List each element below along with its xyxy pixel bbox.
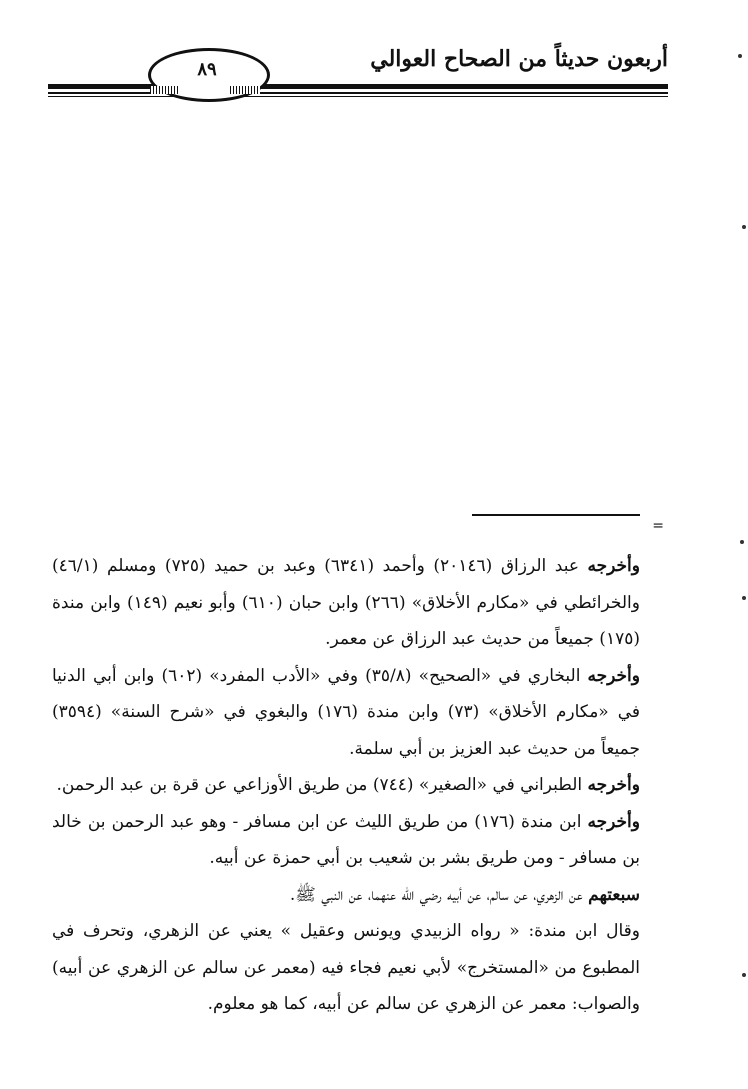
footnote-text: البخاري في «الصحيح» (٣٥/٨) وفي «الأدب المفرد» (٦٠٢) وابن أبي الدنيا في «مكارم الأخلاق» (٧٣) وابن مندة (١٧٦) والبغوي في «شرح السنة» (٣٥٩٤) جميعاً من حديث عبد العزيز بن أبي سلمة. [52, 665, 640, 759]
footnote-paragraph [52, 548, 640, 658]
footnote-keyword: وأخرجه [587, 811, 640, 832]
header-rule-hairline [48, 96, 668, 97]
footnote-paragraph [52, 804, 640, 877]
footnote-text: عبد الرزاق (٢٠١٤٦) وأحمد (٦٣٤١) وعبد بن حميد (٧٢٥) ومسلم (٤٦/١) والخرائطي في «مكارم الأخلاق» (٢٦٦) وابن حبان (٦١٠) وأبو نعيم (١٤٩) وابن مندة (١٧٥) جميعاً من حديث عبد الرزاق عن معمر. [52, 556, 640, 649]
footnote-paragraph [52, 658, 640, 768]
page-number: ٨٩ [197, 59, 217, 80]
footnote-text: ابن مندة (١٧٦) من طريق الليث عن ابن مسافر - وهو عبد الرحمن بن خالد بن مسافر - ومن طريق بشر بن شعيب بن أبي حمزة عن أبيه. [52, 811, 640, 868]
scan-speck [738, 54, 742, 58]
scan-speck [742, 973, 746, 977]
footnote-text: عن الزهري، عن سالم، عن أبيه رضي الله عنهما، عن النبي ﷺ. [289, 884, 589, 905]
scan-speck [740, 540, 744, 544]
footnote-keyword: وأخرجه [587, 775, 640, 795]
footnote-paragraph [52, 767, 640, 804]
footnote-paragraph [52, 913, 640, 1023]
footnote-text: الطبراني في «الصغير» (٧٤٤) من طريق الأوزاعي عن قرة بن عبد الرحمن. [56, 775, 588, 795]
footnote-paragraph [52, 877, 640, 914]
oval-hatch-left [150, 86, 180, 94]
footnote-separator [472, 514, 640, 516]
page-header [0, 0, 748, 110]
scan-speck [742, 596, 746, 600]
footnote-keyword: وأخرجه [587, 556, 640, 576]
oval-hatch-right [230, 86, 260, 94]
footnote-text: وقال ابن مندة: « رواه الزبيدي ويونس وعقيل » يعني عن الزهري، وتحرف في المطبوع من «المستخرج» لأبي نعيم فجاء فيه (معمر عن سالم عن الزهري عن أبيه) والصواب: معمر عن الزهري عن سالم عن أبيه، كما هو معلوم. [52, 921, 640, 1014]
footnotes-block [52, 548, 640, 1023]
footnote-keyword: وأخرجه [587, 665, 640, 686]
scan-speck [742, 225, 746, 229]
header-rule-thin [48, 92, 668, 94]
header-rule-thick [48, 84, 668, 89]
footnote-keyword: سبعتهم [588, 884, 640, 905]
footnote-continuation-mark: = [652, 518, 664, 534]
running-title: أربعون حديثاً من الصحاح العوالي [370, 46, 668, 72]
